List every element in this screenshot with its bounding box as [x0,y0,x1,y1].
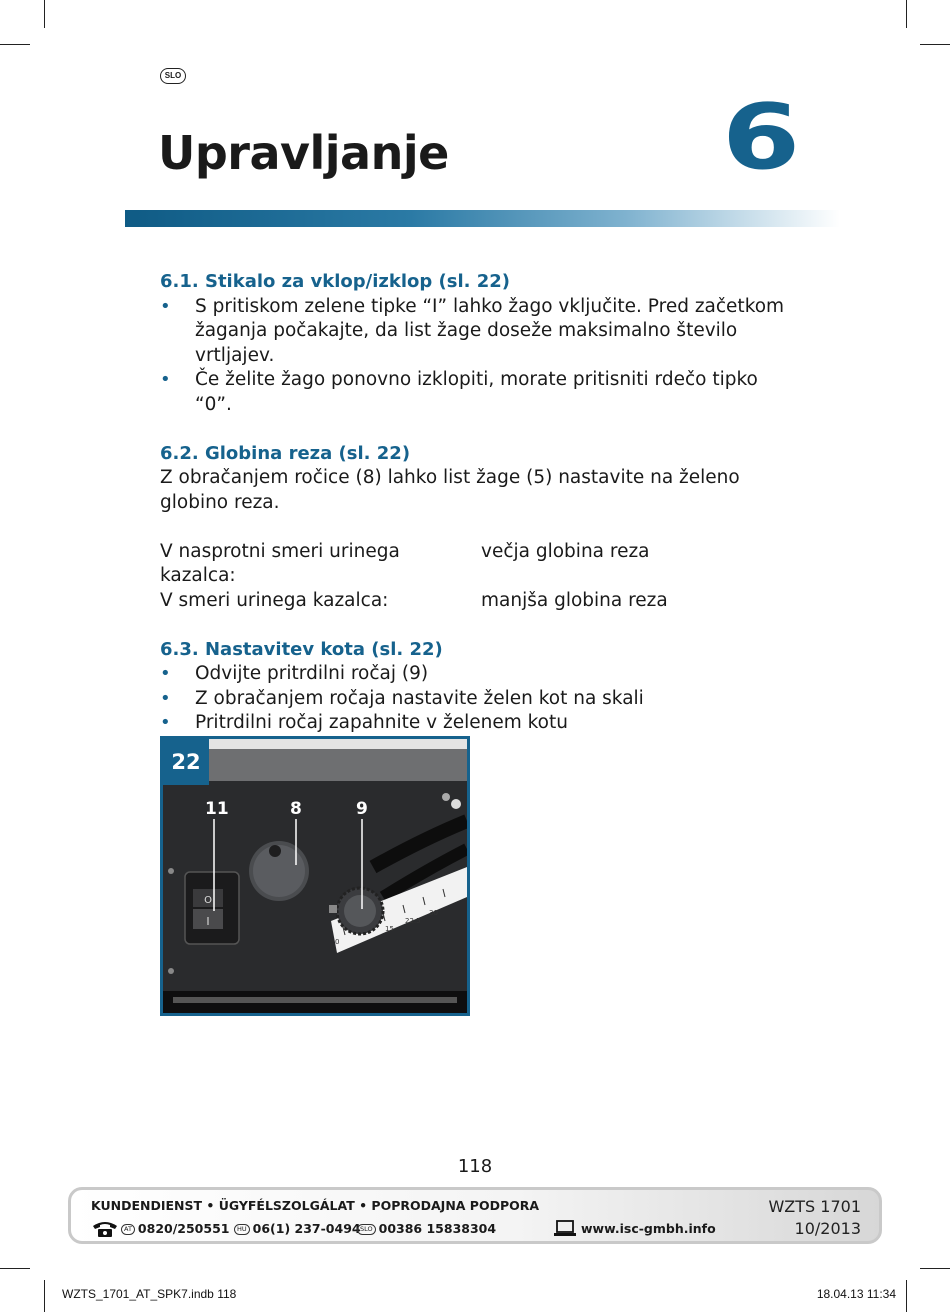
contact-row [91,1218,791,1240]
crop-mark [906,0,907,28]
scale-label: 30 [429,909,438,917]
edition-date: 10/2013 [794,1219,861,1238]
list-item-text: S pritiskom zelene tipke “I” lahko žago vključite. Pred začetkom žaganja počakajte, da list žage doseže maksimalno število vrtljajev. [195,295,785,366]
figure-22 [160,736,470,1016]
title-gradient-bar [125,210,840,227]
bullet-icon: • [160,687,171,709]
model-number: WZTS 1701 [768,1197,861,1216]
direction-label: V smeri urinega kazalca: [160,589,389,611]
section-heading: 6.2. Globina reza (sl. 22) [160,442,411,464]
country-pill: HU [234,1224,250,1235]
crop-mark [44,0,45,28]
contact-at [121,1221,229,1236]
list-item [160,368,800,417]
phone-icon [91,1220,119,1238]
main-content [160,270,800,736]
list-item [160,687,800,712]
service-footer [68,1187,882,1244]
phone-number: 0820/250551 [137,1221,230,1236]
laptop-icon [553,1220,577,1238]
direction-value: manjša globina reza [481,589,668,611]
website-link: www.isc-gmbh.info [581,1221,716,1236]
list-item [160,662,800,687]
scale-label: 0 [335,938,340,946]
section-heading: 6.3. Nastavitev kota (sl. 22) [160,638,443,660]
phone-number: 00386 15838304 [378,1221,497,1236]
callout-label-handwheel: 8 [290,799,302,819]
list-item-text: Odvijte pritrdilni ročaj (9) [195,663,429,684]
crop-mark [0,44,30,45]
locking-knob-face [344,895,376,927]
table-edge-shadow [203,749,467,781]
crop-mark [920,44,950,45]
scale-label: 22.5 [405,917,421,925]
contact-slo [357,1221,496,1236]
crop-mark [44,1280,45,1312]
bullet-icon: • [160,295,171,317]
bullet-icon: • [160,369,171,390]
paragraph: Z obračanjem ročice (8) lahko list žage (5) nastavite na želeno globino reza. [160,467,740,513]
section-heading: 6.1. Stikalo za vklop/izklop (sl. 22) [160,271,511,292]
crop-mark [0,1268,30,1269]
direction-value: večja globina reza [481,540,650,562]
panel-bottom-edge [173,997,457,1003]
callout-label-knob: 9 [356,799,368,819]
off-symbol: O [204,895,212,906]
screw-icon [168,968,174,974]
on-symbol: I [206,915,210,928]
handwheel-hole [269,845,281,857]
crop-mark [920,1268,950,1269]
direction-row [160,540,800,589]
table-edge [203,739,467,749]
callout-label-switch: 11 [205,799,229,819]
knob-pointer [329,905,337,913]
direction-row [160,589,800,614]
list-item-text: Če želite žago ponovno izklopiti, morate pritisniti rdečo tipko “0”. [195,369,758,415]
list-item [160,295,800,369]
print-slug-timestamp: 18.04.13 11:34 [816,1287,896,1301]
language-badge: SLO [160,68,186,84]
bullet-icon: • [160,712,171,733]
screw-icon [451,799,461,809]
chapter-number: 6 [722,85,801,190]
model-info [768,1196,861,1240]
page-number: 118 [457,1156,493,1177]
list-item-text: Z obračanjem ročaja nastavite želen kot na skali [195,687,644,709]
service-title: KUNDENDIENST • ÜGYFÉLSZOLGÁLAT • POPRODAJNA PODPORA [91,1198,540,1213]
country-pill: SLO [357,1224,376,1235]
contact-hu [234,1221,361,1236]
screw-icon [442,793,450,801]
screw-icon [168,868,174,874]
country-pill: AT [121,1224,135,1235]
direction-label: V nasprotni smeri urinega kazalca: [160,540,400,586]
figure-number: 22 [163,739,209,785]
switch-housing [185,872,239,944]
bullet-list [160,295,800,418]
bullet-icon: • [160,663,171,684]
list-item-text: Pritrdilni ročaj zapahnite v želenem kotu [195,712,568,733]
print-slug-file: WZTS_1701_AT_SPK7.indb 118 [62,1287,237,1301]
crop-mark [906,1280,907,1312]
scale-label: 15 [385,925,394,933]
phone-number: 06(1) 237-0494 [252,1221,361,1236]
page-title: Upravljanje [158,126,449,180]
bullet-list [160,662,800,736]
list-item [160,711,800,736]
